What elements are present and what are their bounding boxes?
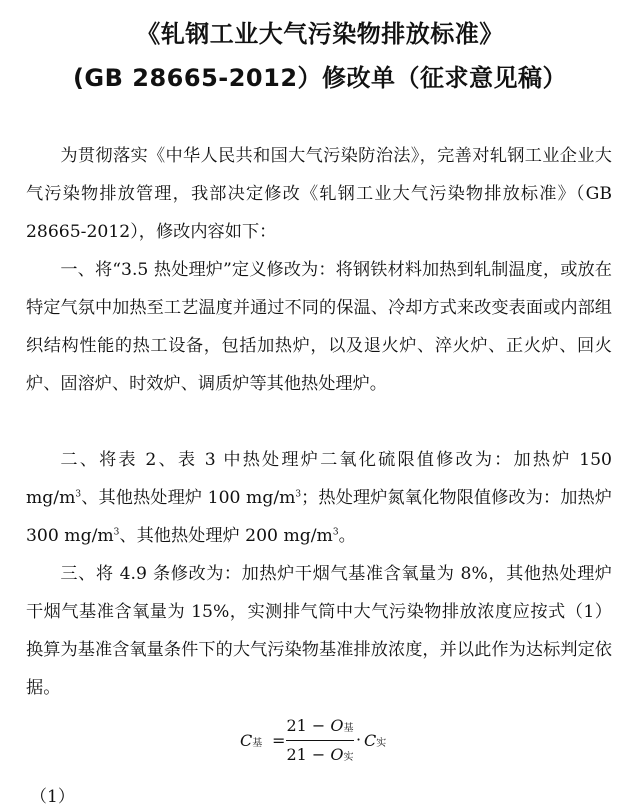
formula-num-sub: 基	[343, 723, 354, 734]
formula-den-var: O	[330, 745, 344, 764]
item2-text-e: 。	[338, 526, 356, 546]
unit-superscript: 3	[113, 527, 120, 538]
document-title-line1: 《轧钢工业大气污染物排放标准》	[136, 20, 504, 48]
unit-superscript: 3	[332, 527, 339, 538]
intro-paragraph: 为贯彻落实《中华人民共和国大气污染防治法》，完善对轧钢工业企业大气污染物排放管理，我部决定修改《轧钢工业大气污染物排放标准》（GB 28665-2012），修改内容如下：	[26, 146, 612, 242]
amendment-item-1: 一、将“3.5 热处理炉”定义修改为：将钢铁材料加热到轧制温度，或放在特定气氛中加热至工艺温度并通过不同的保温、冷却方式来改变表面或内部组织结构性能的热工设备，包括加热炉，以及退火炉、淬火炉、正火炉、回火炉、固溶炉、时效炉、调质炉等其他热处理炉。	[26, 260, 612, 394]
formula-equals: =	[272, 731, 286, 750]
formula-num-const: 21 −	[286, 716, 331, 735]
item2-text-a: 二、将表 2、表 3 中热处理炉二氧化硫限值修改为：加热炉 150 mg/m	[26, 450, 612, 508]
item2-text-c: ；热处理炉氮氧化物限值修改为：加热炉 300 mg/m	[26, 488, 612, 546]
formula-den-const: 21 −	[286, 745, 331, 764]
formula-numerator	[286, 716, 354, 735]
item2-text-d: 、其他热处理炉 200 mg/m	[119, 526, 333, 546]
document-title-line2: (GB 28665-2012）修改单（征求意见稿）	[72, 64, 568, 92]
formula-lhs-var: C	[240, 731, 253, 750]
formula-lhs-sub: 基	[252, 738, 263, 749]
amendment-item-2	[26, 441, 612, 555]
amendment-item-3: 三、将 4.9 条修改为：加热炉干烟气基准含氧量为 8%，其他热处理炉干烟气基准含氧量为 15%，实测排气筒中大气污染物排放浓度应按式（1）换算为基准含氧量条件下的大气污染物基准排放浓度，并以此作为达标判定依据。	[26, 564, 612, 698]
unit-superscript: 3	[295, 489, 302, 500]
formula-dot: ·	[356, 730, 362, 749]
formula-denominator	[286, 745, 354, 764]
formula-lhs	[240, 731, 262, 750]
formula-rhs-var: C	[364, 731, 377, 750]
equation-number: （1）	[30, 787, 75, 807]
formula-rhs-sub: 实	[376, 738, 387, 749]
unit-superscript: 3	[75, 489, 82, 500]
item2-text-b: 、其他热处理炉 100 mg/m	[81, 488, 296, 508]
formula-num-var: O	[330, 716, 344, 735]
formula-den-sub: 实	[343, 752, 354, 763]
formula-rhs	[364, 731, 386, 750]
fraction-bar	[286, 740, 354, 741]
